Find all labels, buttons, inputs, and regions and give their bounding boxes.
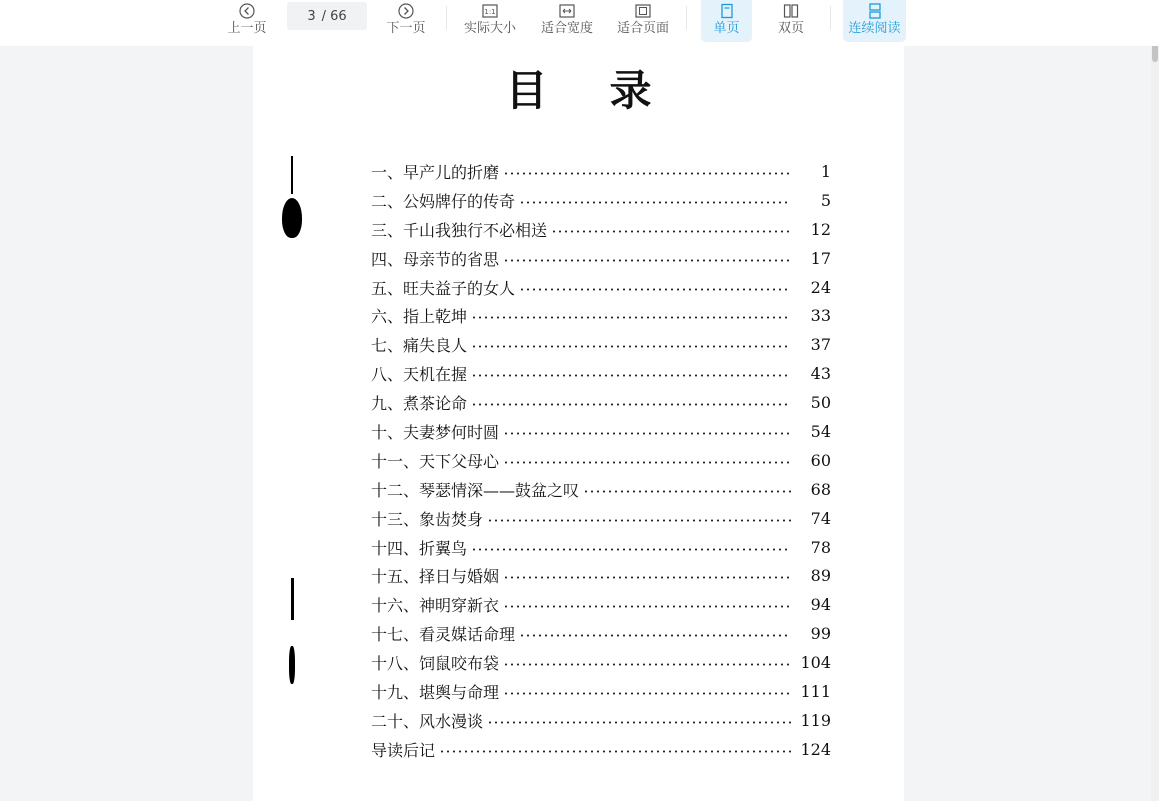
- toc-entry-title: 七、痛失良人: [371, 336, 468, 356]
- toc-dot-leader: [503, 605, 791, 608]
- toc-entry[interactable]: [371, 475, 831, 504]
- toc-entry-title: 二、公妈牌仔的传奇: [371, 191, 516, 211]
- toc-entry[interactable]: [371, 533, 831, 562]
- fit-page-button[interactable]: [613, 0, 673, 42]
- toc-entry-page: 99: [810, 624, 831, 644]
- toc-dot-leader: [503, 692, 791, 695]
- toc-entry-page: 1: [820, 161, 831, 181]
- toc-entry-title: 三、千山我独行不必相送: [371, 220, 548, 240]
- toc-entry[interactable]: [371, 648, 831, 677]
- toc-entry-page: 33: [810, 306, 831, 326]
- toc-entry[interactable]: [371, 735, 831, 764]
- toc-entry-page: 78: [810, 537, 831, 557]
- toc-dot-leader: [503, 576, 791, 579]
- actual-size-label: 实际大小: [463, 21, 516, 36]
- fit-page-icon: [635, 3, 651, 19]
- toc-entry[interactable]: [371, 186, 831, 215]
- toc-entry-title: 十三、象齿焚身: [371, 509, 484, 529]
- double-page-icon: [783, 3, 799, 19]
- toc-entry[interactable]: [371, 301, 831, 330]
- toc-entry[interactable]: [371, 706, 831, 735]
- next-page-button[interactable]: [381, 0, 431, 42]
- toc-entry-title: 导读后记: [371, 740, 436, 760]
- toc-dot-leader: [471, 316, 791, 319]
- toc-entry-title: 十、夫妻梦何时圆: [371, 422, 500, 442]
- fit-width-label: 适合宽度: [540, 21, 593, 36]
- toc-entry-page: 24: [810, 277, 831, 297]
- prev-page-button[interactable]: [222, 0, 272, 42]
- single-page-button[interactable]: [701, 0, 752, 42]
- toc-entry-title: 十六、神明穿新衣: [371, 596, 500, 616]
- toc-entry-page: 124: [800, 739, 831, 759]
- continuous-reading-button[interactable]: [843, 0, 906, 42]
- toc-entry-title: 二十、风水漫谈: [371, 711, 484, 731]
- toc-entry[interactable]: [371, 359, 831, 388]
- toc-entry-page: 50: [810, 393, 831, 413]
- toc-entry[interactable]: [371, 417, 831, 446]
- toc-entry-page: 104: [800, 653, 831, 673]
- toc-dot-leader: [503, 461, 791, 464]
- prev-page-label: 上一页: [227, 21, 267, 36]
- toc-entry-page: 68: [810, 479, 831, 499]
- scan-artifact: [291, 578, 294, 620]
- toc-entry[interactable]: [371, 619, 831, 648]
- toc-entry-page: 94: [810, 595, 831, 615]
- toc-entry[interactable]: [371, 590, 831, 619]
- toc-dot-leader: [487, 721, 791, 724]
- toc-dot-leader: [471, 548, 791, 551]
- toc-dot-leader: [583, 490, 791, 493]
- toc-dot-leader: [503, 663, 791, 666]
- toc-entry-title: 一、早产儿的折磨: [371, 162, 500, 182]
- toc-dot-leader: [519, 201, 791, 204]
- toc-dot-leader: [519, 634, 791, 637]
- toc-entry-title: 十五、择日与婚姻: [371, 567, 500, 587]
- toc-entry-page: 17: [810, 248, 831, 268]
- fit-page-label: 适合页面: [616, 21, 669, 36]
- toc-entry-title: 四、母亲节的省思: [371, 249, 500, 269]
- actual-size-button[interactable]: [460, 0, 520, 42]
- toc-entry[interactable]: [371, 561, 831, 590]
- actual-size-icon: [482, 3, 498, 19]
- toc-dot-leader: [471, 403, 791, 406]
- fit-width-button[interactable]: [537, 0, 597, 42]
- toc-entry-page: 111: [800, 681, 831, 701]
- toc-entry[interactable]: [371, 273, 831, 302]
- single-page-label: 单页: [713, 21, 740, 36]
- toc-entry-title: 十四、折翼鸟: [371, 538, 468, 558]
- toc-entry-page: 54: [810, 421, 831, 441]
- toc-entry-page: 119: [800, 710, 831, 730]
- toc-dot-leader: [503, 172, 791, 175]
- page-number-box[interactable]: [287, 2, 367, 30]
- toc-entry-page: 12: [810, 219, 831, 239]
- toc-entry[interactable]: [371, 244, 831, 273]
- toc-entry[interactable]: [371, 504, 831, 533]
- continuous-reading-label: 连续阅读: [848, 21, 901, 36]
- toc-dot-leader: [503, 432, 791, 435]
- current-page-input[interactable]: 3: [307, 8, 316, 24]
- vertical-scrollbar[interactable]: [1151, 0, 1159, 801]
- fit-width-icon: [559, 3, 575, 19]
- toc-entry-page: 37: [810, 335, 831, 355]
- total-pages: / 66: [321, 8, 347, 24]
- next-page-label: 下一页: [386, 21, 426, 36]
- toc-dot-leader: [519, 288, 791, 291]
- toc-entry-page: 5: [820, 190, 831, 210]
- toc-entry-title: 八、天机在握: [371, 365, 468, 385]
- scan-artifact: [289, 646, 295, 684]
- toc-entry[interactable]: [371, 215, 831, 244]
- chevron-left-circle-icon: [239, 3, 255, 19]
- toc-entry-title: 十二、琴瑟情深——鼓盆之叹: [371, 480, 580, 500]
- toc-dot-leader: [471, 374, 791, 377]
- toc-entry-page: 74: [810, 508, 831, 528]
- toc-entry-page: 60: [810, 450, 831, 470]
- toc-entry-title: 十七、看灵媒话命理: [371, 625, 516, 645]
- toc-dot-leader: [471, 345, 791, 348]
- toc-entry-title: 十一、天下父母心: [371, 451, 500, 471]
- toc-entry[interactable]: [371, 157, 831, 186]
- continuous-reading-icon: [867, 3, 883, 19]
- toc-entry-title: 十九、堪舆与命理: [371, 682, 500, 702]
- toc-dot-leader: [439, 750, 791, 753]
- toc-entry[interactable]: [371, 677, 831, 706]
- toc-dot-leader: [503, 259, 791, 262]
- toolbar-divider: [686, 6, 687, 30]
- toc-entry[interactable]: [371, 446, 831, 475]
- table-of-contents: [371, 157, 831, 764]
- scan-artifact: [291, 156, 293, 194]
- toc-entry[interactable]: [371, 388, 831, 417]
- toc-entry-title: 十八、饲鼠咬布袋: [371, 654, 500, 674]
- scan-artifact: [282, 198, 302, 238]
- toc-dot-leader: [551, 230, 791, 233]
- toc-dot-leader: [487, 519, 791, 522]
- reader-toolbar: [0, 0, 1159, 46]
- double-page-button[interactable]: [766, 0, 816, 42]
- double-page-label: 双页: [777, 21, 804, 36]
- single-page-icon: [719, 3, 735, 19]
- toc-entry-title: 六、指上乾坤: [371, 307, 468, 327]
- chevron-right-circle-icon: [398, 3, 414, 19]
- document-page: [253, 46, 904, 801]
- toc-entry-title: 五、旺夫益子的女人: [371, 278, 516, 298]
- svg-text:1:1: 1:1: [484, 8, 496, 16]
- toolbar-divider: [830, 6, 831, 30]
- toolbar-divider: [446, 6, 447, 30]
- toc-entry-title: 九、煮茶论命: [371, 394, 468, 414]
- toc-title: 目录: [505, 66, 714, 115]
- toc-entry-page: 89: [810, 566, 831, 586]
- toc-entry-page: 43: [810, 364, 831, 384]
- toc-entry[interactable]: [371, 330, 831, 359]
